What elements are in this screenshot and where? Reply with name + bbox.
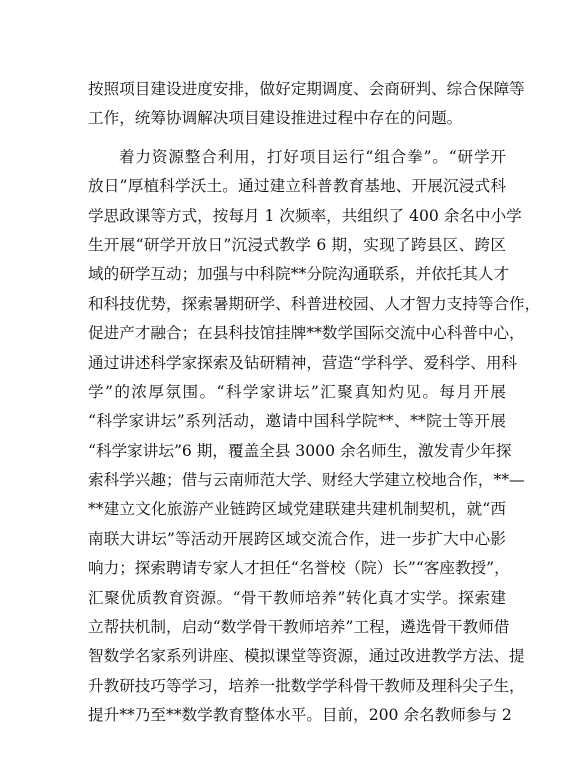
text-line: “科学家讲坛”6 期，覆盖全县 3000 余名师生，激发青少年探 [88,441,512,460]
text-line: 促进产才融合；在县科技馆挂牌**数学国际交流中心科普中心， [88,324,525,343]
text-line: 响力；探索聘请专家人才担任“名誉校（院）长”“客座教授”， [88,559,510,578]
text-line: 学思政课等方式，按每月 1 次频率，共组织了 400 余名中小学 [88,206,522,225]
text-line: 着力资源整合利用，打好项目运行“组合拳”。“研学开 [119,147,506,166]
text-line: 工作，统筹协调解决项目建设推进过程中存在的问题。 [88,109,463,128]
text-line: 按照项目建设进度安排，做好定期调度、会商研判、综合保障等 [88,80,525,98]
text-line: 南联大讲坛”等活动开展跨区域交流合作，进一步扩大中心影 [88,529,506,548]
text-line: 立帮扶机制，启动“数学骨干教师培养”工程，遴选骨干教师借 [88,618,510,637]
text-line: 域的研学互动；加强与中科院**分院沟通联系，并依托其人才 [88,265,510,284]
text-line: 和科技优势，探索暑期研学、科普进校园、人才智力支持等合作， [88,294,541,313]
text-line: 索科学兴趣；借与云南师范大学、财经大学建立校地合作，**— [88,471,525,490]
text-line: **建立文化旅游产业链跨区域党建联建共建机制契机，就“西 [88,500,506,519]
text-line: 智数学名家系列讲座、模拟课堂等资源，通过改进教学方法、提 [88,647,525,666]
paragraph-gap [88,134,506,143]
text-line: 生开展“研学开放日”沉浸式教学 6 期，实现了跨县区、跨区 [88,235,506,254]
text-line: 放日”厚植科学沃土。通过建立科普教育基地、开展沉浸式科 [88,177,506,196]
text-line: 通过讲述科学家探索及钻研精神，营造“学科学、爱科学、用科 [88,353,518,372]
text-line: 学”的浓厚氛围。“科学家讲坛”汇聚真知灼见。每月开展 [88,382,506,401]
document-body [88,75,541,731]
text-line: 升教研技巧等学习，培养一批数学学科骨干教师及理科尖子生， [88,676,525,695]
text-line: 提升**乃至**数学教育整体水平。目前，200 余名教师参与 2 [88,706,512,725]
text-line: 汇聚优质教育资源。“骨干教师培养”转化真才实学。探索建 [88,588,506,607]
text-line: “科学家讲坛”系列活动，邀请中国科学院**、**院士等开展 [88,412,506,431]
